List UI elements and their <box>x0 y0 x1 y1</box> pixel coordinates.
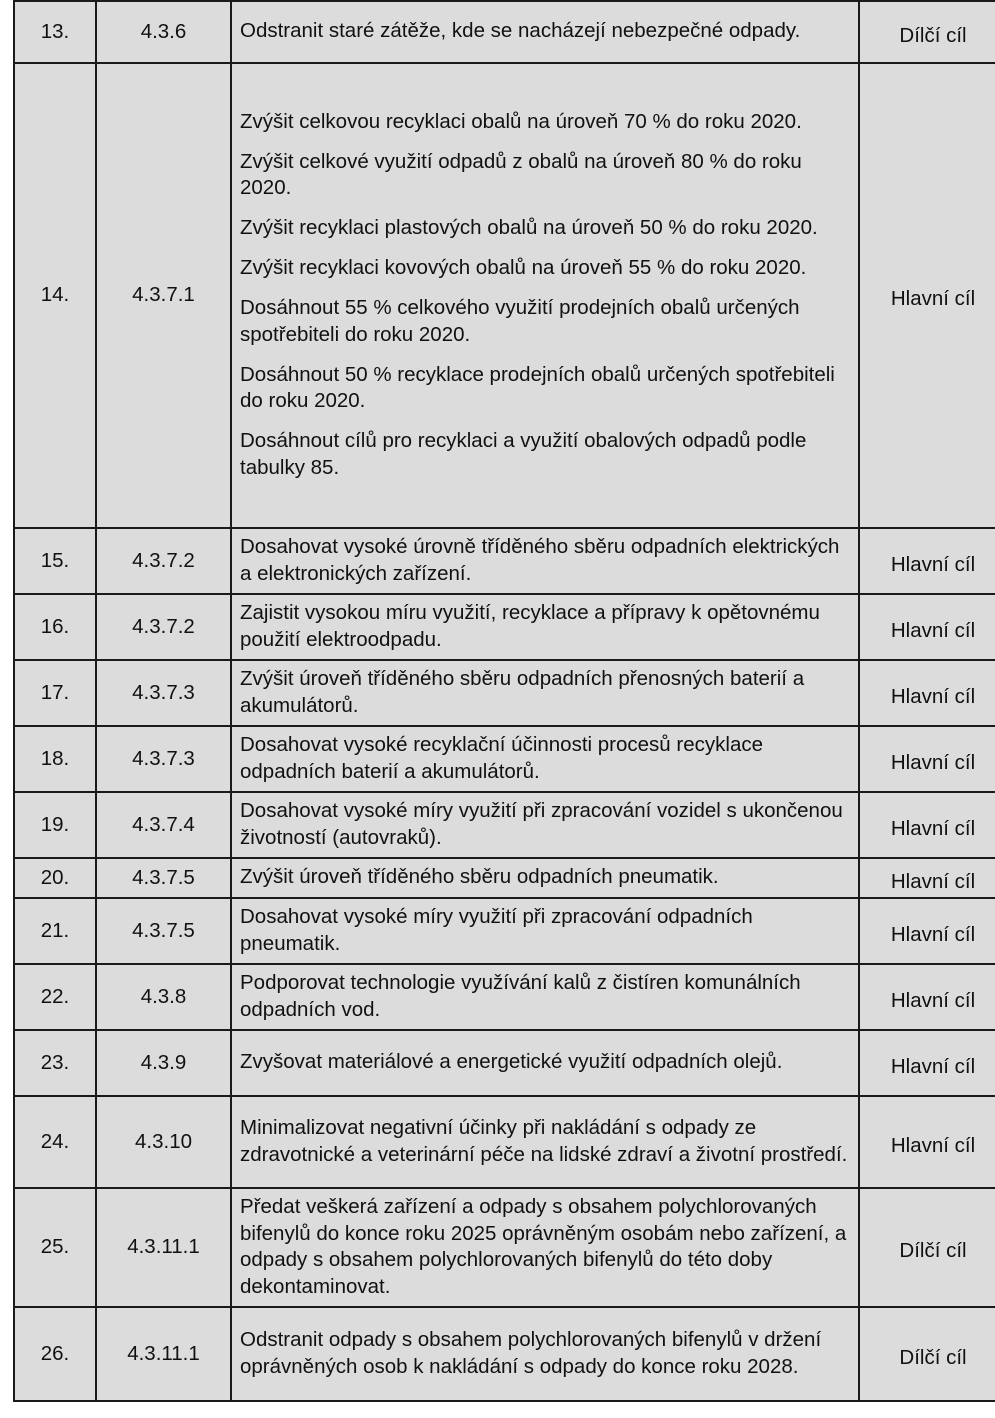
goal-text: Dosáhnout cílů pro recyklaci a využití obalových odpadů podle tabulky 85. <box>240 429 807 479</box>
chapter-reference-cell: 4.3.11.1 <box>96 1307 231 1401</box>
table-row <box>14 528 995 594</box>
goal-description-cell <box>231 1030 859 1096</box>
goal-type-cell: Hlavní cíl <box>859 726 995 792</box>
chapter-reference-cell: 4.3.9 <box>96 1030 231 1096</box>
goal-text: Zvýšit celkovou recyklaci obalů na úroveň 70 % do roku 2020. <box>240 109 802 133</box>
row-number-cell: 25. <box>14 1188 96 1307</box>
goal-type-cell: Hlavní cíl <box>859 1030 995 1096</box>
goal-type-cell: Hlavní cíl <box>859 964 995 1030</box>
goal-type-cell: Hlavní cíl <box>859 858 995 898</box>
table-row <box>14 792 995 858</box>
goal-type-cell: Hlavní cíl <box>859 792 995 858</box>
goal-description-cell <box>231 63 859 528</box>
row-number-cell: 13. <box>14 1 96 63</box>
goal-text: Minimalizovat negativní účinky při nakládání s odpady ze zdravotnické a veterinární péče na lidské zdraví a životní prostředí. <box>240 1116 848 1166</box>
goal-text: Dosahovat vysoké míry využití při zpracování vozidel s ukončenou životností (autovraků). <box>240 799 843 849</box>
goal-text: Dosahovat vysoké úrovně tříděného sběru odpadních elektrických a elektronických zařízení. <box>240 535 840 585</box>
goal-type-cell: Hlavní cíl <box>859 528 995 594</box>
goal-description-cell <box>231 1096 859 1188</box>
goal-text: Zvýšit úroveň tříděného sběru odpadních přenosných baterií a akumulátorů. <box>240 667 805 717</box>
goal-text: Zajistit vysokou míru využití, recyklace a přípravy k opětovnému použití elektroodpadu. <box>240 601 820 651</box>
goal-type-cell: Dílčí cíl <box>859 1188 995 1307</box>
row-number-cell: 18. <box>14 726 96 792</box>
goal-type-cell: Hlavní cíl <box>859 63 995 528</box>
goals-table <box>13 0 995 1402</box>
goal-description-cell <box>231 858 859 898</box>
table-row <box>14 1030 995 1096</box>
goal-text: Zvýšit úroveň tříděného sběru odpadních pneumatik. <box>240 865 719 889</box>
table-row <box>14 964 995 1030</box>
table-row <box>14 594 995 660</box>
table-row <box>14 858 995 898</box>
goal-description-cell <box>231 792 859 858</box>
goal-description-cell <box>231 1307 859 1401</box>
table-row <box>14 726 995 792</box>
chapter-reference-cell: 4.3.7.2 <box>96 594 231 660</box>
goal-text: Odstranit staré zátěže, kde se nacházejí nebezpečné odpady. <box>240 19 801 43</box>
goal-type-cell: Hlavní cíl <box>859 660 995 726</box>
row-number-cell: 19. <box>14 792 96 858</box>
goal-description-cell <box>231 1 859 63</box>
table-row <box>14 660 995 726</box>
goal-description-cell <box>231 660 859 726</box>
table-row <box>14 898 995 964</box>
row-number-cell: 21. <box>14 898 96 964</box>
chapter-reference-cell: 4.3.7.5 <box>96 898 231 964</box>
table-row <box>14 1096 995 1188</box>
chapter-reference-cell: 4.3.7.3 <box>96 660 231 726</box>
row-number-cell: 15. <box>14 528 96 594</box>
chapter-reference-cell: 4.3.7.4 <box>96 792 231 858</box>
row-number-cell: 16. <box>14 594 96 660</box>
chapter-reference-cell: 4.3.7.1 <box>96 63 231 528</box>
goal-text: Zvýšit recyklaci kovových obalů na úroveň 55 % do roku 2020. <box>240 256 807 280</box>
chapter-reference-cell: 4.3.7.3 <box>96 726 231 792</box>
goal-description-cell <box>231 898 859 964</box>
goal-text: Zvyšovat materiálové a energetické využití odpadních olejů. <box>240 1050 783 1074</box>
table-row <box>14 63 995 528</box>
row-number-cell: 26. <box>14 1307 96 1401</box>
goal-description-cell <box>231 1188 859 1307</box>
row-number-cell: 20. <box>14 858 96 898</box>
chapter-reference-cell: 4.3.7.2 <box>96 528 231 594</box>
row-number-cell: 24. <box>14 1096 96 1188</box>
row-number-cell: 23. <box>14 1030 96 1096</box>
row-number-cell: 17. <box>14 660 96 726</box>
goal-text: Dosahovat vysoké recyklační účinnosti procesů recyklace odpadních baterií a akumulátorů. <box>240 733 763 783</box>
goal-text: Zvýšit celkové využití odpadů z obalů na úroveň 80 % do roku 2020. <box>240 149 802 200</box>
goal-type-cell: Dílčí cíl <box>859 1307 995 1401</box>
goal-description-cell <box>231 726 859 792</box>
goal-description-cell <box>231 528 859 594</box>
row-number-cell: 14. <box>14 63 96 528</box>
chapter-reference-cell: 4.3.8 <box>96 964 231 1030</box>
goal-text: Předat veškerá zařízení a odpady s obsahem polychlorovaných bifenylů do konce roku 2025 oprávněným osobám nebo zařízení, a odpady s obsahem polychlorovaných bifenylů do této doby dekontaminovat. <box>240 1195 847 1298</box>
goal-type-cell: Hlavní cíl <box>859 898 995 964</box>
table-row <box>14 1307 995 1401</box>
goals-table-body <box>14 1 995 1401</box>
goal-type-cell: Hlavní cíl <box>859 594 995 660</box>
goal-text: Zvýšit recyklaci plastových obalů na úroveň 50 % do roku 2020. <box>240 216 818 240</box>
chapter-reference-cell: 4.3.7.5 <box>96 858 231 898</box>
row-number-cell: 22. <box>14 964 96 1030</box>
goal-text: Dosáhnout 50 % recyklace prodejních obalů určených spotřebiteli do roku 2020. <box>240 362 835 413</box>
chapter-reference-cell: 4.3.10 <box>96 1096 231 1188</box>
goal-text: Podporovat technologie využívání kalů z čistíren komunálních odpadních vod. <box>240 971 801 1021</box>
goal-text: Dosáhnout 55 % celkového využití prodejních obalů určených spotřebiteli do roku 2020. <box>240 296 800 346</box>
goal-type-cell: Hlavní cíl <box>859 1096 995 1188</box>
goal-text: Dosahovat vysoké míry využití při zpracování odpadních pneumatik. <box>240 905 753 955</box>
table-row <box>14 1 995 63</box>
chapter-reference-cell: 4.3.11.1 <box>96 1188 231 1307</box>
goal-description-cell <box>231 964 859 1030</box>
goal-type-cell: Dílčí cíl <box>859 1 995 63</box>
goal-description-cell <box>231 594 859 660</box>
goal-text: Odstranit odpady s obsahem polychlorovaných bifenylů v držení oprávněných osob k nakládání s odpady do konce roku 2028. <box>240 1328 822 1378</box>
chapter-reference-cell: 4.3.6 <box>96 1 231 63</box>
table-row <box>14 1188 995 1307</box>
